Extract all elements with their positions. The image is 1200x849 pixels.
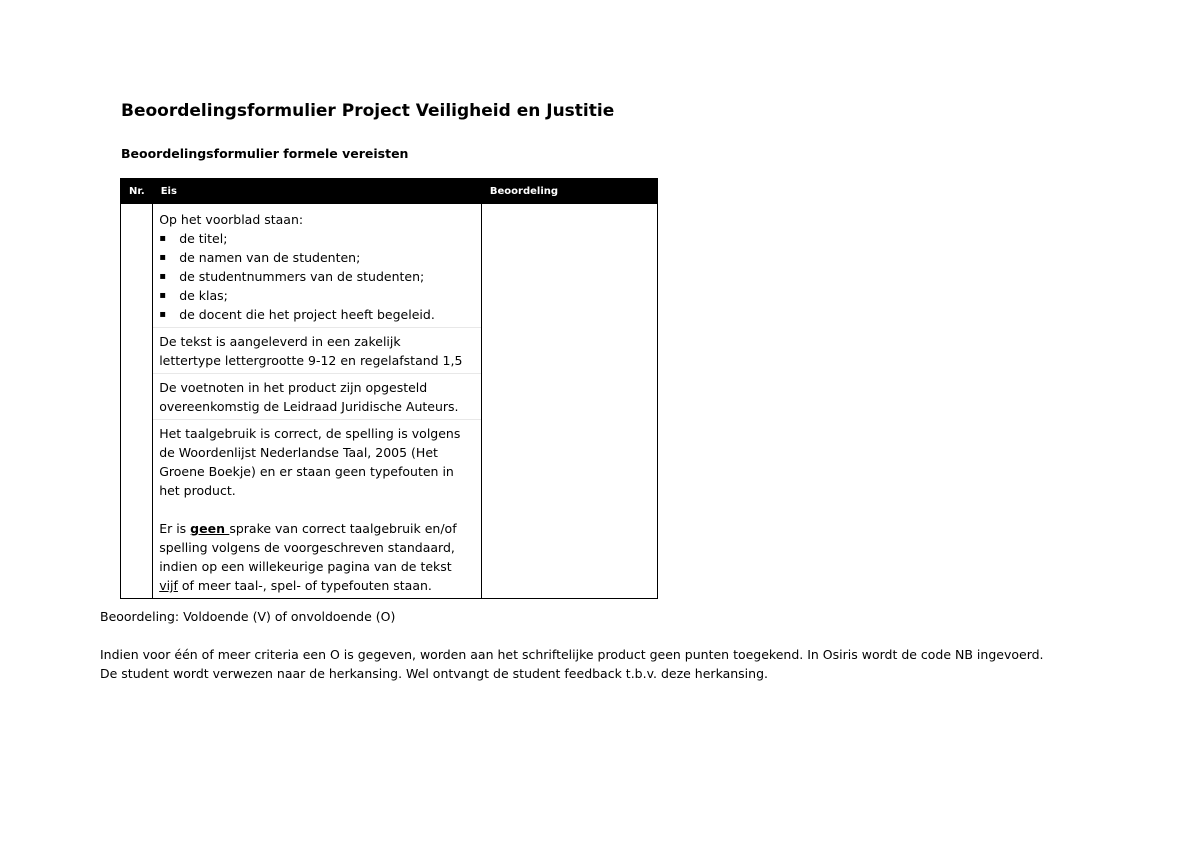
- eis-line: overeenkomstig de Leidraad Juridische Auteurs.: [159, 399, 459, 414]
- header-eis: Eis: [153, 179, 482, 205]
- list-item: ▪ de docent die het project heeft begeleid.: [159, 307, 435, 322]
- cell-beoordeling: [482, 328, 658, 374]
- bullet-icon: ▪: [159, 309, 166, 320]
- table-row: [121, 420, 658, 599]
- legend-text: Beoordeling: Voldoende (V) of onvoldoende (O): [100, 609, 396, 624]
- bullet-icon: ▪: [159, 233, 166, 244]
- page-title: Beoordelingsformulier Project Veiligheid en Justitie: [121, 101, 615, 121]
- eis-line: De voetnoten in het product zijn opgesteld: [159, 380, 428, 395]
- list-item: ▪ de studentnummers van de studenten;: [159, 269, 425, 284]
- table-header-row: [121, 179, 658, 205]
- eis-line: De tekst is aangeleverd in een zakelijk: [159, 334, 401, 349]
- header-nr: Nr.: [121, 179, 153, 205]
- cell-eis: [153, 374, 482, 420]
- eis-line: de Woordenlijst Nederlandse Taal, 2005 (Het: [159, 445, 438, 460]
- eis-line: het product.: [159, 483, 236, 498]
- note-line: vijf of meer taal-, spel- of typefouten staan.: [159, 578, 432, 593]
- section-title: Beoordelingsformulier formele vereisten: [121, 146, 409, 161]
- bullet-icon: ▪: [159, 271, 166, 282]
- list-item: ▪ de namen van de studenten;: [159, 250, 361, 265]
- note-line: indien op een willekeurige pagina van de tekst: [159, 559, 452, 574]
- list-item: ▪ de klas;: [159, 288, 228, 303]
- note-line: spelling volgens de voorgeschreven standaard,: [159, 540, 455, 555]
- list-item: ▪ de titel;: [159, 231, 228, 246]
- cell-nr: [121, 374, 153, 420]
- voorblad-list: [159, 229, 475, 324]
- voorblad-intro: Op het voorblad staan:: [159, 212, 304, 227]
- requirements-table: [120, 178, 658, 599]
- table-row: [121, 328, 658, 374]
- footer-line-2: De student wordt verwezen naar de herkansing. Wel ontvangt de student feedback t.b.v. deze herkansing.: [100, 666, 768, 681]
- bullet-icon: ▪: [159, 290, 166, 301]
- cell-nr: [121, 204, 153, 328]
- bullet-icon: ▪: [159, 252, 166, 263]
- cell-eis: [153, 420, 482, 599]
- eis-line: Het taalgebruik is correct, de spelling is volgens: [159, 426, 461, 441]
- table-row: [121, 204, 658, 328]
- cell-nr: [121, 420, 153, 599]
- cell-beoordeling: [482, 374, 658, 420]
- cell-beoordeling: [482, 204, 658, 328]
- cell-beoordeling: [482, 420, 658, 599]
- eis-line: Groene Boekje) en er staan geen typefouten in: [159, 464, 454, 479]
- eis-line: lettertype lettergrootte 9-12 en regelafstand 1,5: [159, 353, 463, 368]
- cell-nr: [121, 328, 153, 374]
- cell-eis: [153, 204, 482, 328]
- emphasis-vijf: vijf: [159, 578, 178, 593]
- footer-line-1: Indien voor één of meer criteria een O is gegeven, worden aan het schriftelijke product geen punten toegekend. In Osiris wordt de code NB ingevoerd.: [100, 647, 1044, 662]
- header-beoordeling: Beoordeling: [482, 179, 658, 205]
- cell-eis: [153, 328, 482, 374]
- emphasis-geen: geen: [190, 521, 230, 536]
- table-row: [121, 374, 658, 420]
- note-line: Er is geen sprake van correct taalgebruik en/of: [159, 521, 457, 536]
